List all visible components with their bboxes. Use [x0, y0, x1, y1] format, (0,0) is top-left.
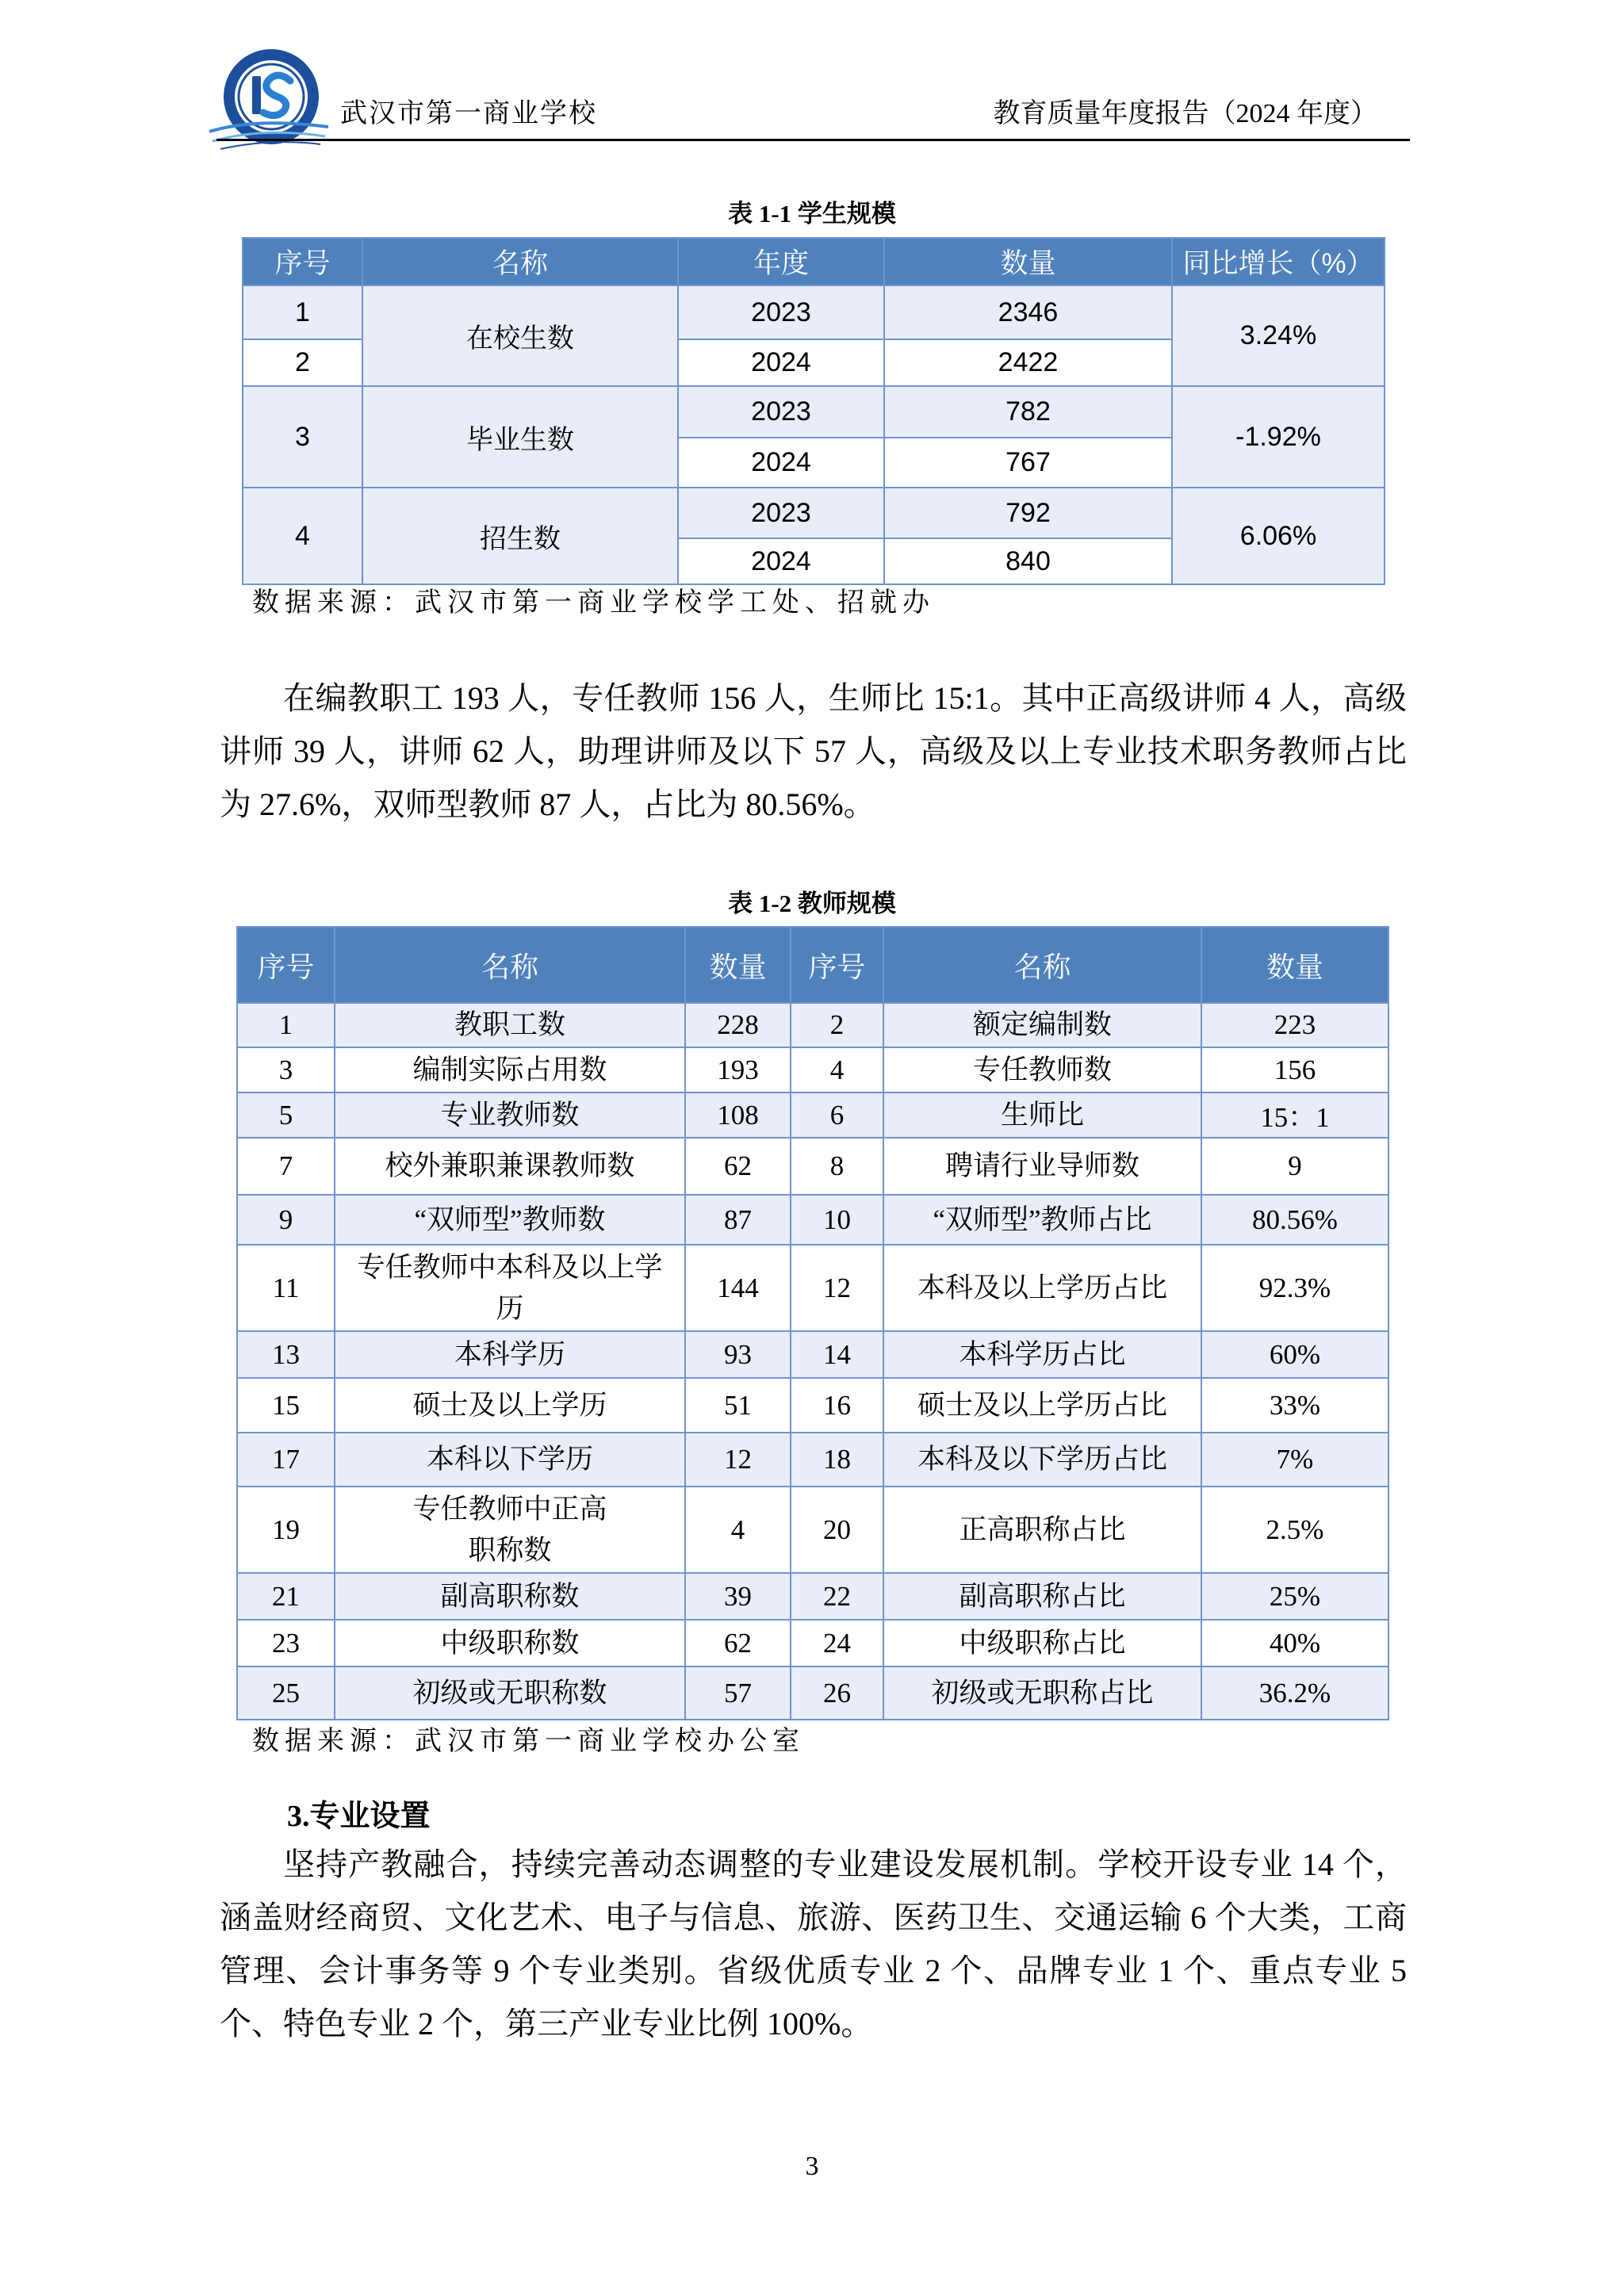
- count-cell: [685, 1620, 791, 1667]
- cell-text: 本科以下学历: [426, 1444, 593, 1475]
- cell-text: 21: [272, 1580, 300, 1612]
- cell-text: 16: [823, 1389, 851, 1421]
- count-cell: [685, 1433, 791, 1487]
- cell-text: 10: [823, 1203, 851, 1235]
- row-number-cell: [791, 1487, 883, 1573]
- item-name-cell: [883, 1487, 1201, 1573]
- cell-text: 2: [295, 347, 310, 377]
- cell-text: 12: [724, 1444, 752, 1475]
- column-header: [884, 238, 1172, 285]
- growth-cell: [1172, 386, 1385, 488]
- body-paragraph: 坚持产教融合，持续完善动态调整的专业建设发展机制。学校开设专业 14 个，涵盖财经商贸、文化艺术、电子与信息、旅游、医药卫生、交通运输 6 个大类，工商管理、会计事务等 9 个专业类别。省级优质专业 2 个、品牌专业 1 个、重点专业 5 个、特色专业 2 个，第三产业专业比例 100%。: [220, 1846, 1407, 2042]
- cell-text: 3: [295, 421, 310, 452]
- row-number-cell: [791, 1138, 883, 1195]
- data-source-note: 数据来源：武汉市第一商业学校学工处、招就办: [252, 590, 935, 620]
- item-name-cell: [883, 1093, 1201, 1138]
- table-row: [237, 1573, 1388, 1620]
- row-number-cell: [791, 1573, 883, 1620]
- table-row: [237, 1487, 1388, 1573]
- year-cell: [678, 438, 884, 488]
- item-name-cell: [335, 1047, 685, 1093]
- row-number-cell: [237, 1093, 335, 1138]
- cell-text: 108: [717, 1099, 759, 1131]
- row-number-cell: [237, 1331, 335, 1378]
- cell-text: 副高职称占比: [959, 1580, 1126, 1612]
- cell-text: 26: [823, 1677, 851, 1709]
- column-header: [685, 927, 791, 1003]
- item-name-cell: [335, 1003, 685, 1047]
- column-header: [883, 927, 1201, 1003]
- cell-text: 本科及以上学历占比: [917, 1272, 1167, 1303]
- cell-text: 副高职称数: [440, 1580, 580, 1612]
- cell-text: 2024: [751, 347, 811, 377]
- table-caption: 表 1-1 学生规模: [728, 200, 896, 228]
- cell-text: 62: [724, 1150, 752, 1181]
- cell-text: 1: [295, 297, 310, 327]
- item-name-cell: [883, 1195, 1201, 1245]
- cell-text: 92.3%: [1258, 1272, 1331, 1303]
- row-number-cell: [791, 1331, 883, 1378]
- count-cell: [1201, 1433, 1388, 1487]
- row-number-cell: [791, 1433, 883, 1487]
- table-row: [237, 1003, 1388, 1047]
- row-number-cell: [791, 1093, 883, 1138]
- column-header: [237, 927, 335, 1003]
- cell-text: 2: [829, 1009, 845, 1040]
- cell-text: 初级或无职称数: [412, 1677, 607, 1709]
- cell-text: 39: [724, 1580, 752, 1612]
- item-name-cell: [883, 1331, 1201, 1378]
- cell-text: 223: [1274, 1009, 1316, 1040]
- cell-text: 本科及以下学历占比: [917, 1444, 1167, 1475]
- table-row: [237, 1667, 1388, 1720]
- row-number-cell: [237, 1433, 335, 1487]
- count-cell: [1201, 1245, 1388, 1331]
- count-cell: [1201, 1573, 1388, 1620]
- table-row: [243, 488, 1385, 538]
- cell-text: 2023: [751, 396, 811, 427]
- row-number-cell: [237, 1378, 335, 1433]
- row-number-cell: [237, 1195, 335, 1245]
- count-cell: [685, 1573, 791, 1620]
- growth-cell: [1172, 488, 1385, 584]
- count-cell: [685, 1003, 791, 1047]
- count-cell: [1201, 1047, 1388, 1093]
- cell-text: 数量: [1266, 950, 1323, 983]
- cell-text: 9: [278, 1203, 293, 1235]
- count-cell: [1201, 1487, 1388, 1573]
- count-cell: [884, 538, 1172, 584]
- cell-text: 51: [724, 1389, 752, 1421]
- item-name-cell: [335, 1245, 685, 1331]
- cell-text: 228: [717, 1009, 759, 1040]
- table-row: [237, 1433, 1388, 1487]
- cell-text: 5: [278, 1099, 293, 1131]
- cell-text: 名称: [1013, 950, 1071, 983]
- count-cell: [685, 1331, 791, 1378]
- cell-text: “双师型”教师数: [414, 1203, 606, 1235]
- row-number-cell: [791, 1003, 883, 1047]
- row-number-cell: [791, 1620, 883, 1667]
- student-scale-table: [242, 237, 1385, 585]
- cell-text: 13: [272, 1338, 300, 1370]
- row-number-cell: [237, 1573, 335, 1620]
- count-cell: [1201, 1331, 1388, 1378]
- row-number-cell: [791, 1245, 883, 1331]
- cell-text: 额定编制数: [972, 1009, 1112, 1040]
- row-number-cell: [237, 1245, 335, 1331]
- item-name-cell: [335, 1378, 685, 1433]
- cell-text: 62: [724, 1627, 752, 1659]
- cell-text: 156: [1274, 1054, 1316, 1085]
- cell-text: 25%: [1269, 1580, 1321, 1612]
- cell-text: 2024: [751, 447, 811, 477]
- table-row: [237, 1620, 1388, 1667]
- cell-text: 同比增长（%）: [1182, 248, 1374, 279]
- cell-text: 名称: [492, 248, 548, 279]
- count-cell: [1201, 1138, 1388, 1195]
- item-name-cell: [883, 1667, 1201, 1720]
- cell-text: 正高职称占比: [959, 1513, 1126, 1545]
- cell-text: 教职工数: [454, 1009, 565, 1040]
- item-name-cell: [362, 285, 678, 386]
- cell-text: 毕业生数: [466, 424, 574, 455]
- count-cell: [685, 1245, 791, 1331]
- cell-text: 硕士及以上学历占比: [917, 1389, 1167, 1421]
- table-caption: 表 1-2 教师规模: [728, 890, 896, 917]
- count-cell: [685, 1487, 791, 1573]
- cell-text: 4: [295, 520, 310, 551]
- cell-text: 年度: [753, 248, 809, 279]
- cell-text: 校外兼职兼课教师数: [385, 1150, 635, 1181]
- cell-text: 7%: [1276, 1444, 1314, 1475]
- cell-text: 60%: [1269, 1338, 1321, 1370]
- cell-text: 767: [1005, 447, 1051, 477]
- year-cell: [678, 488, 884, 538]
- cell-text: “双师型”教师占比: [933, 1203, 1152, 1235]
- cell-text: 14: [823, 1338, 851, 1370]
- item-name-cell: [335, 1195, 685, 1245]
- cell-text: 193: [717, 1054, 759, 1085]
- item-name-cell: [362, 386, 678, 488]
- cell-text: 序号: [257, 950, 315, 983]
- cell-text: 144: [717, 1272, 759, 1303]
- count-cell: [1201, 1620, 1388, 1667]
- data-source-note: 数据来源：武汉市第一商业学校办公室: [252, 1728, 805, 1758]
- item-name-cell: [335, 1331, 685, 1378]
- cell-text: 792: [1005, 497, 1051, 528]
- item-name-cell: [335, 1620, 685, 1667]
- cell-text: 93: [724, 1338, 752, 1370]
- year-cell: [678, 285, 884, 339]
- column-header: [362, 238, 678, 285]
- row-number-cell: [243, 339, 362, 386]
- row-number-cell: [791, 1047, 883, 1093]
- cell-text: 中级职称占比: [959, 1627, 1126, 1659]
- count-cell: [1201, 1195, 1388, 1245]
- page-number: 3: [805, 2152, 819, 2181]
- cell-text: 9: [1288, 1150, 1302, 1181]
- cell-text: 25: [272, 1677, 300, 1709]
- item-name-cell: [362, 488, 678, 584]
- cell-text: 2.5%: [1266, 1513, 1324, 1545]
- cell-text: 在校生数: [466, 323, 574, 354]
- count-cell: [1201, 1378, 1388, 1433]
- table-header-row: [237, 927, 1388, 1003]
- column-header: [1172, 238, 1385, 285]
- item-name-cell: [883, 1245, 1201, 1331]
- cell-text: 专任教师中正高职称数: [412, 1493, 607, 1566]
- row-number-cell: [237, 1487, 335, 1573]
- cell-text: 22: [823, 1580, 851, 1612]
- cell-text: 782: [1005, 396, 1051, 427]
- cell-text: 数量: [1000, 248, 1056, 279]
- cell-text: 2422: [998, 347, 1059, 377]
- item-name-cell: [883, 1003, 1201, 1047]
- cell-text: 专任教师数: [972, 1054, 1112, 1085]
- cell-text: -1.92%: [1235, 421, 1321, 452]
- count-cell: [884, 438, 1172, 488]
- cell-text: 11: [272, 1272, 300, 1303]
- cell-text: 名称: [481, 950, 538, 983]
- cell-text: 专任教师中本科及以上学历: [357, 1251, 663, 1324]
- cell-text: 840: [1005, 545, 1051, 576]
- count-cell: [685, 1093, 791, 1138]
- row-number-cell: [243, 386, 362, 488]
- cell-text: 专业教师数: [440, 1099, 580, 1131]
- column-header: [678, 238, 884, 285]
- header-rule: [216, 139, 1410, 141]
- cell-text: 中级职称数: [440, 1627, 580, 1659]
- column-header: [335, 927, 685, 1003]
- item-name-cell: [883, 1433, 1201, 1487]
- item-name-cell: [883, 1573, 1201, 1620]
- cell-text: 4: [829, 1054, 845, 1085]
- cell-text: 23: [272, 1627, 300, 1659]
- cell-text: 7: [278, 1150, 293, 1181]
- cell-text: 36.2%: [1258, 1677, 1331, 1709]
- cell-text: 8: [829, 1150, 845, 1181]
- cell-text: 2023: [751, 497, 811, 528]
- cell-text: 57: [724, 1677, 752, 1709]
- table-row: [237, 1378, 1388, 1433]
- cell-text: 80.56%: [1252, 1203, 1338, 1235]
- count-cell: [685, 1667, 791, 1720]
- cell-text: 12: [823, 1272, 851, 1303]
- cell-text: 3.24%: [1239, 320, 1317, 350]
- row-number-cell: [791, 1195, 883, 1245]
- item-name-cell: [883, 1047, 1201, 1093]
- row-number-cell: [791, 1378, 883, 1433]
- cell-text: 聘请行业导师数: [944, 1150, 1139, 1181]
- cell-text: 15: [272, 1389, 300, 1421]
- cell-text: 2346: [998, 297, 1059, 327]
- row-number-cell: [237, 1667, 335, 1720]
- cell-text: 生师比: [1000, 1099, 1084, 1131]
- cell-text: 15：1: [1260, 1101, 1330, 1133]
- teacher-scale-table: [236, 926, 1389, 1720]
- cell-text: 编制实际占用数: [412, 1054, 607, 1085]
- count-cell: [884, 488, 1172, 538]
- count-cell: [884, 386, 1172, 438]
- header-report-title: 教育质量年度报告（2024 年度）: [993, 99, 1377, 128]
- count-cell: [884, 285, 1172, 339]
- cell-text: 3: [278, 1054, 293, 1085]
- item-name-cell: [335, 1138, 685, 1195]
- row-number-cell: [237, 1138, 335, 1195]
- count-cell: [685, 1047, 791, 1093]
- table-header-row: [243, 238, 1385, 285]
- count-cell: [1201, 1093, 1388, 1138]
- table-row: [237, 1047, 1388, 1093]
- item-name-cell: [883, 1378, 1201, 1433]
- item-name-cell: [335, 1487, 685, 1573]
- cell-text: 序号: [274, 248, 331, 279]
- item-name-cell: [335, 1433, 685, 1487]
- cell-text: 数量: [709, 950, 767, 983]
- cell-text: 初级或无职称占比: [931, 1677, 1154, 1709]
- count-cell: [1201, 1003, 1388, 1047]
- table-row: [237, 1195, 1388, 1245]
- year-cell: [678, 538, 884, 584]
- cell-text: 18: [823, 1444, 851, 1475]
- table-row: [243, 386, 1385, 438]
- year-cell: [678, 386, 884, 438]
- cell-text: 20: [823, 1513, 851, 1545]
- column-header: [1201, 927, 1388, 1003]
- cell-text: 87: [724, 1203, 752, 1235]
- cell-text: 2023: [751, 297, 811, 327]
- item-name-cell: [335, 1093, 685, 1138]
- cell-text: 本科学历: [454, 1338, 565, 1370]
- row-number-cell: [237, 1047, 335, 1093]
- table-row: [237, 1138, 1388, 1195]
- cell-text: 6: [829, 1099, 845, 1131]
- header-school-name: 武汉市第一商业学校: [340, 99, 597, 128]
- table-row: [243, 285, 1385, 339]
- cell-text: 序号: [808, 950, 866, 983]
- row-number-cell: [243, 285, 362, 339]
- column-header: [243, 238, 362, 285]
- cell-text: 硕士及以上学历: [412, 1389, 607, 1421]
- year-cell: [678, 339, 884, 386]
- row-number-cell: [791, 1667, 883, 1720]
- column-header: [791, 927, 883, 1003]
- item-name-cell: [335, 1573, 685, 1620]
- cell-text: 4: [730, 1513, 745, 1545]
- item-name-cell: [883, 1620, 1201, 1667]
- cell-text: 40%: [1269, 1627, 1321, 1659]
- table-row: [237, 1093, 1388, 1138]
- body-paragraph: 在编教职工 193 人，专任教师 156 人，生师比 15:1。其中正高级讲师 4 人，高级讲师 39 人，讲师 62 人，助理讲师及以下 57 人，高级及以上专业技术职务教师占比为 27.6%，双师型教师 87 人，占比为 80.56%。: [220, 680, 1407, 822]
- count-cell: [685, 1138, 791, 1195]
- cell-text: 1: [278, 1009, 293, 1040]
- count-cell: [685, 1195, 791, 1245]
- growth-cell: [1172, 285, 1385, 386]
- row-number-cell: [237, 1620, 335, 1667]
- cell-text: 19: [272, 1513, 300, 1545]
- table-row: [237, 1331, 1388, 1378]
- count-cell: [685, 1378, 791, 1433]
- table-row: [237, 1245, 1388, 1331]
- count-cell: [1201, 1667, 1388, 1720]
- cell-text: 招生数: [480, 523, 561, 554]
- cell-text: 33%: [1269, 1389, 1321, 1421]
- section-heading: 3.专业设置: [287, 1800, 431, 1833]
- item-name-cell: [335, 1667, 685, 1720]
- cell-text: 2024: [751, 545, 811, 576]
- count-cell: [884, 339, 1172, 386]
- item-name-cell: [883, 1138, 1201, 1195]
- row-number-cell: [237, 1003, 335, 1047]
- cell-text: 本科学历占比: [959, 1338, 1126, 1370]
- cell-text: 24: [823, 1627, 851, 1659]
- row-number-cell: [243, 488, 362, 584]
- cell-text: 6.06%: [1239, 520, 1317, 551]
- cell-text: 17: [272, 1444, 300, 1475]
